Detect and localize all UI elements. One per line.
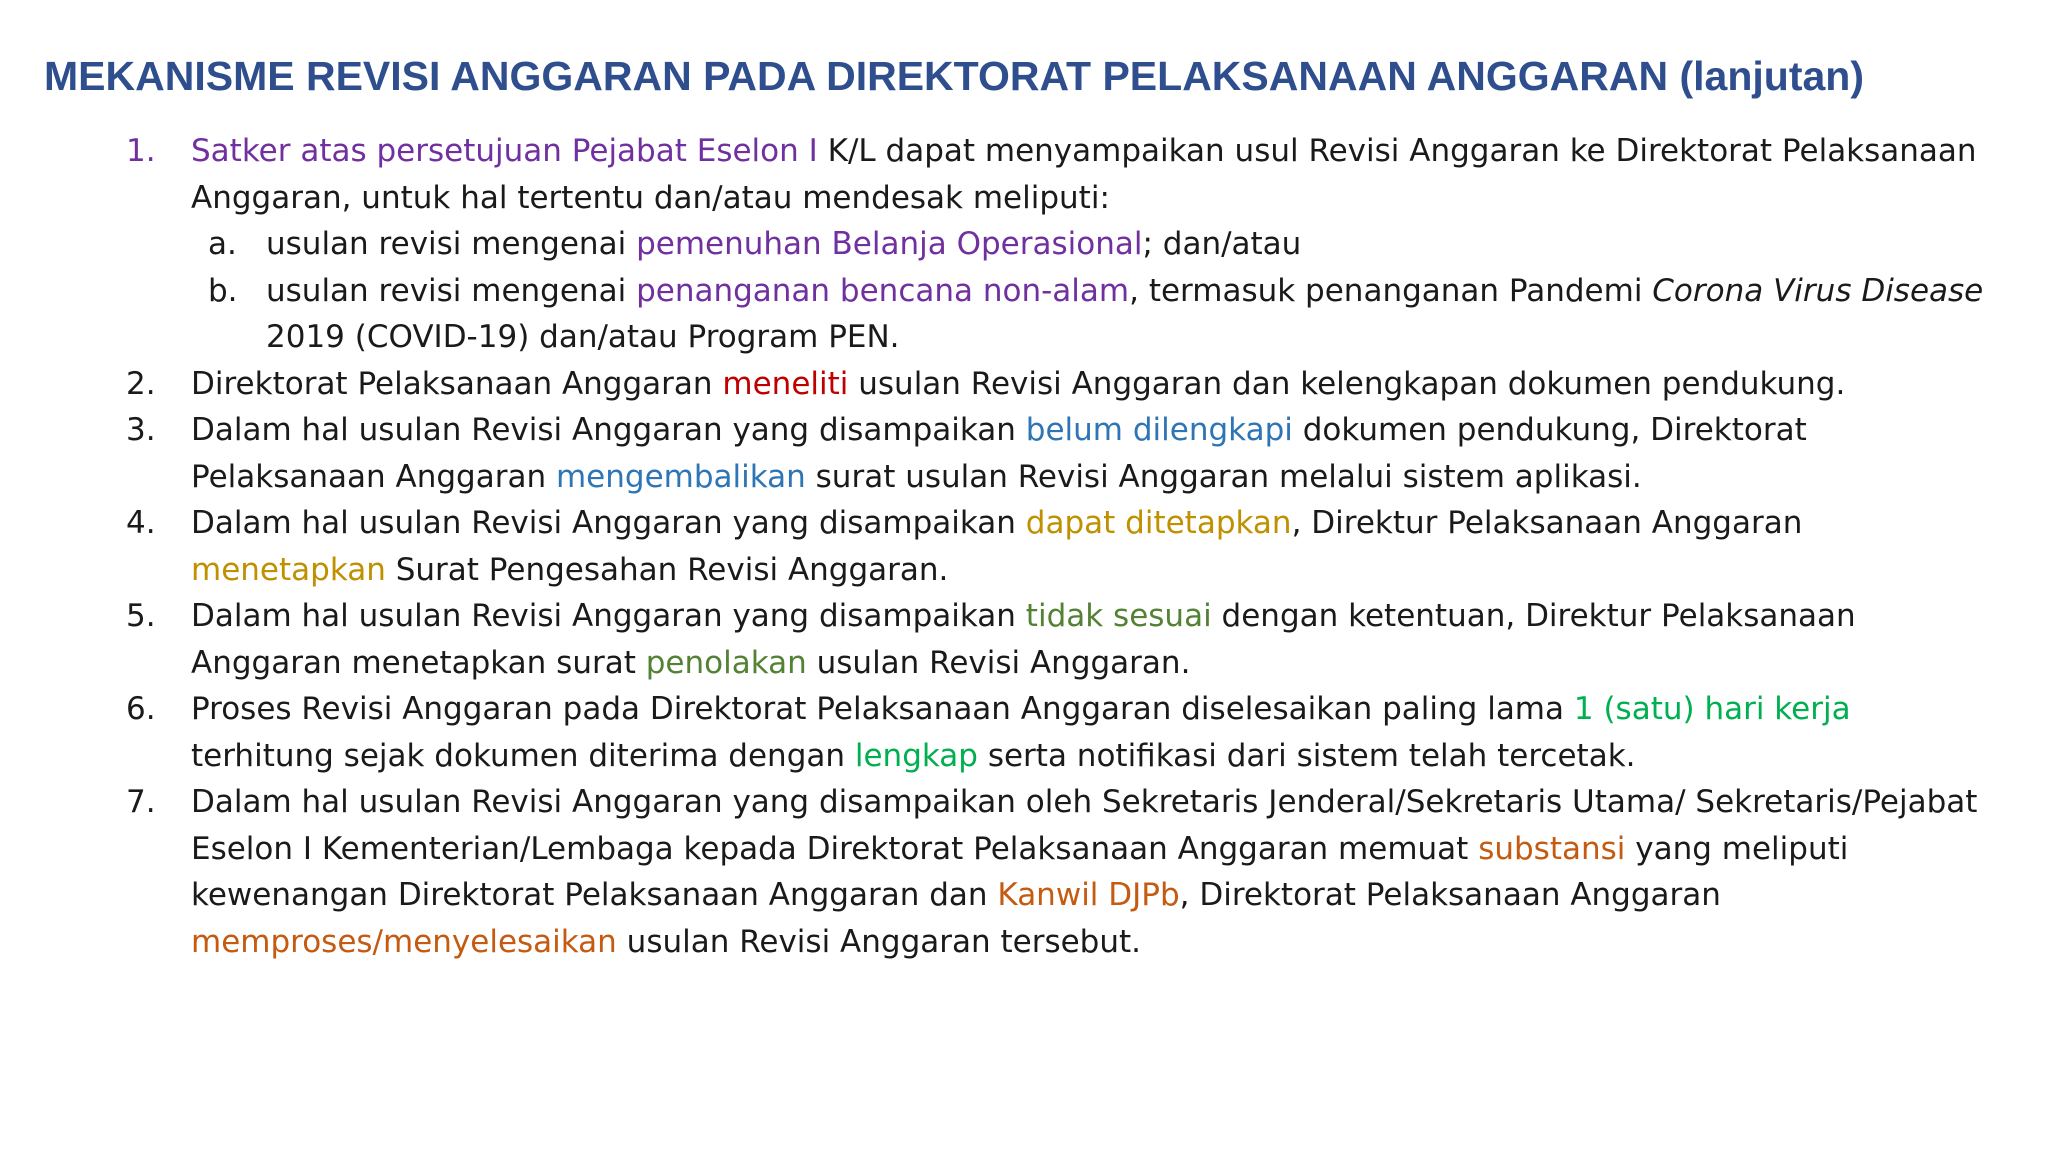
highlighted-text: 1 (satu) hari kerja xyxy=(1573,691,1851,727)
text-segment: , Direktur Pelaksanaan Anggaran xyxy=(1291,505,1803,541)
sub-list-item-letter: a. xyxy=(208,226,237,262)
list-item xyxy=(120,686,2000,779)
text-segment: surat usulan Revisi Anggaran melalui sistem aplikasi. xyxy=(805,458,1642,495)
text-segment: usulan revisi mengenai xyxy=(266,272,637,309)
highlighted-text: dapat ditetapkan xyxy=(1025,505,1292,541)
text-segment: yang meliputi kewenangan Direktorat Pelaksanaan Anggaran dan xyxy=(191,830,1849,913)
list-item-number: 1. xyxy=(126,133,156,169)
highlighted-text: penanganan bencana non-alam xyxy=(636,272,1130,309)
text-segment: Dalam hal usulan Revisi Anggaran yang disampaikan xyxy=(191,412,1026,448)
text-segment: Dalam hal usulan Revisi Anggaran yang disampaikan oleh Sekretaris Jenderal/Sekretaris Utama/ Sekretaris/Pejabat Eselon I Kementerian/Lembaga kepada Direktorat Pelaksanaan Anggaran memuat xyxy=(191,784,1978,867)
text-segment: 2019 (COVID-19) dan/atau Program PEN. xyxy=(266,319,900,355)
text-segment: , termasuk penanganan Pandemi xyxy=(1129,272,1653,309)
text-segment: dengan ketentuan, Direktur Pelaksanaan Anggaran menetapkan surat xyxy=(191,598,1856,681)
text-segment: Direktorat Pelaksanaan Anggaran xyxy=(191,365,723,402)
highlighted-text: penolakan xyxy=(645,644,807,681)
list-item xyxy=(120,361,2000,408)
list-item-number: 6. xyxy=(126,691,156,727)
highlighted-text: pemenuhan Belanja Operasional xyxy=(636,226,1143,262)
sub-list-item-letter: b. xyxy=(208,272,238,309)
highlighted-text: substansi xyxy=(1478,830,1626,867)
list-item-number: 2. xyxy=(126,365,156,402)
text-segment: serta notifikasi dari sistem telah tercetak. xyxy=(977,737,1636,774)
highlighted-text: belum dilengkapi xyxy=(1025,412,1293,448)
text-segment: usulan Revisi Anggaran. xyxy=(806,644,1191,681)
list-item-number: 4. xyxy=(126,505,156,541)
highlighted-text: memproses/menyelesaikan xyxy=(191,923,617,960)
sub-list-item xyxy=(120,268,2000,361)
text-segment: dokumen pendukung, Direktorat Pelaksanaan Anggaran xyxy=(191,412,1807,495)
text-segment: Dalam hal usulan Revisi Anggaran yang disampaikan xyxy=(191,598,1026,634)
highlighted-text: tidak sesuai xyxy=(1025,598,1212,634)
list-item-number: 3. xyxy=(126,412,156,448)
text-segment: ; dan/atau xyxy=(1142,226,1302,262)
slide-title: MEKANISME REVISI ANGGARAN PADA DIREKTORAT PELAKSANAAN ANGGARAN (lanjutan) xyxy=(44,53,1864,99)
highlighted-text: meneliti xyxy=(722,365,849,402)
text-segment: Proses Revisi Anggaran pada Direktorat Pelaksanaan Anggaran diselesaikan paling lama xyxy=(191,691,1574,727)
text-segment: , Direktorat Pelaksanaan Anggaran xyxy=(1179,877,1721,913)
list-item-number: 5. xyxy=(126,598,156,634)
text-segment: K/L dapat menyampaikan usul Revisi Anggaran ke Direktorat Pelaksanaan Anggaran, untuk hal tertentu dan/atau mendesak meliputi: xyxy=(191,133,1977,216)
highlighted-text: Kanwil DJPb xyxy=(997,877,1180,913)
numbered-list xyxy=(120,128,2000,965)
text-segment: usulan Revisi Anggaran tersebut. xyxy=(616,923,1142,960)
sub-list-item xyxy=(120,221,2000,268)
list-item xyxy=(120,500,2000,593)
text-segment: usulan revisi mengenai xyxy=(266,226,637,262)
text-segment: terhitung sejak dokumen diterima dengan xyxy=(191,737,855,774)
list-item xyxy=(120,593,2000,686)
list-item xyxy=(120,779,2000,965)
highlighted-text: Satker atas persetujuan Pejabat Eselon I xyxy=(191,133,818,169)
list-item-number: 7. xyxy=(126,784,156,820)
text-segment: Surat Pengesahan Revisi Anggaran. xyxy=(385,551,949,588)
text-segment: Dalam hal usulan Revisi Anggaran yang disampaikan xyxy=(191,505,1026,541)
text-segment: Corona Virus Disease xyxy=(1652,272,1984,309)
highlighted-text: lengkap xyxy=(854,737,978,774)
highlighted-text: menetapkan xyxy=(191,551,386,588)
highlighted-text: mengembalikan xyxy=(555,458,806,495)
list-item xyxy=(120,407,2000,500)
text-segment: usulan Revisi Anggaran dan kelengkapan dokumen pendukung. xyxy=(848,365,1846,402)
list-item xyxy=(120,128,2000,221)
